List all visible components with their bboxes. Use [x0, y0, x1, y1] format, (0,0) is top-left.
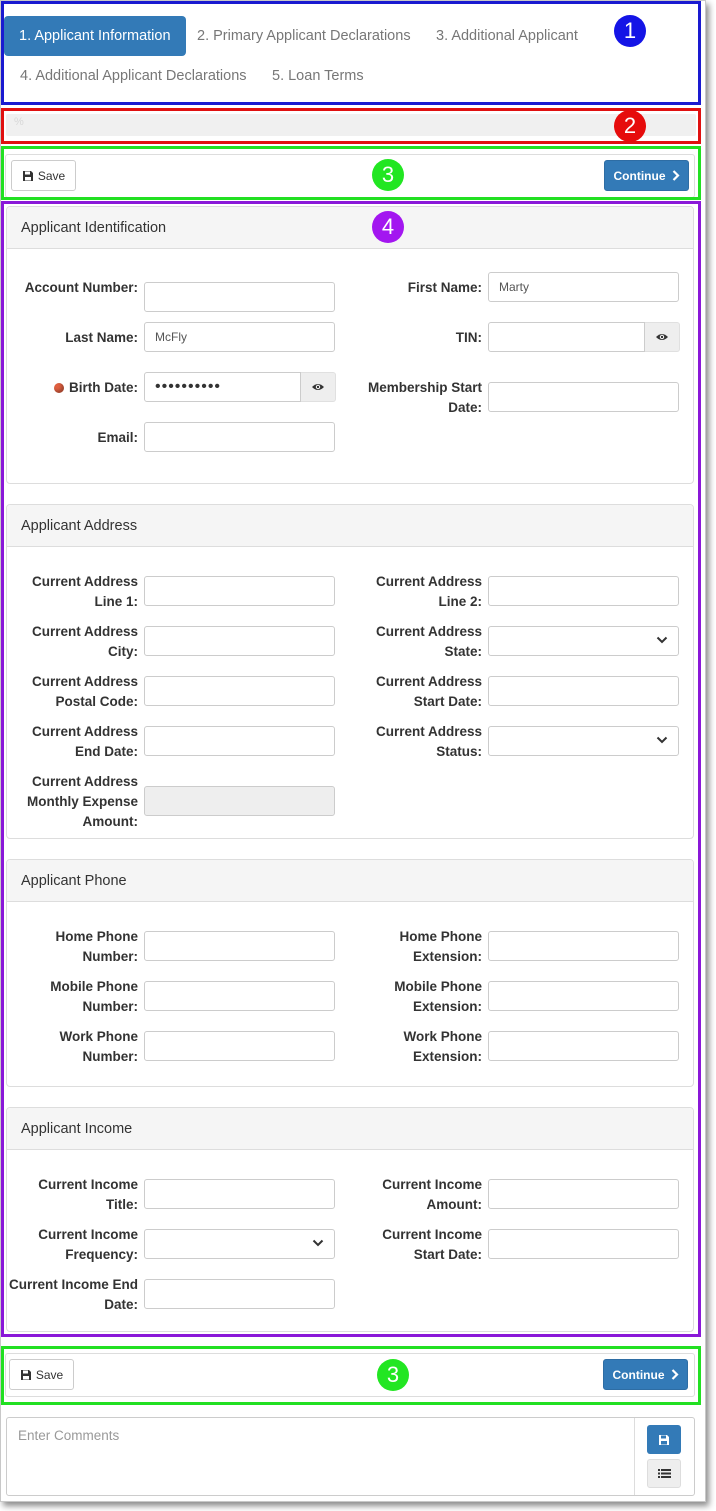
- comments-input[interactable]: Enter Comments: [18, 1428, 120, 1443]
- home-phone-number-label: Home Phone Number:: [55, 929, 138, 964]
- mobile-phone-number-label: Mobile Phone Number:: [50, 979, 138, 1014]
- income-start-date-label: Current Income Start Date:: [382, 1227, 482, 1262]
- progress-label: %: [14, 116, 24, 128]
- callout-number-3: 3: [372, 159, 404, 191]
- address-city-label: Current Address City:: [31, 624, 138, 659]
- tab-additional-applicant-declarations[interactable]: 4. Additional Applicant Declarations: [20, 68, 247, 84]
- callout-number-1: 1: [614, 15, 646, 47]
- tab-additional-applicant[interactable]: 3. Additional Applicant: [436, 28, 578, 44]
- first-name-field[interactable]: Marty: [488, 272, 679, 302]
- income-amount-label: Current Income Amount:: [382, 1177, 482, 1212]
- email-label: Email:: [97, 430, 138, 445]
- income-title-label: Current Income Title:: [38, 1177, 138, 1212]
- address-line1-label: Current Address Line 1:: [31, 574, 138, 609]
- comments-list-button[interactable]: [647, 1459, 681, 1488]
- birth-date-label-text: Birth Date:: [68, 380, 138, 395]
- save-label: Save: [35, 1367, 64, 1382]
- home-phone-extension-label: Home Phone Extension:: [399, 929, 482, 964]
- birth-date-masked-value: ••••••••••: [155, 378, 222, 395]
- tab-primary-applicant-declarations[interactable]: 2. Primary Applicant Declarations: [197, 28, 411, 44]
- tin-label: TIN:: [455, 330, 482, 345]
- callout-number-2: 2: [614, 110, 646, 142]
- floppy-disk-icon: [658, 1434, 670, 1446]
- callout-frame-3-bottom: [1, 1346, 701, 1405]
- continue-label: Continue: [612, 1367, 665, 1382]
- panel-heading: Applicant Income: [7, 1108, 693, 1150]
- comments-box[interactable]: [6, 1417, 695, 1496]
- save-comment-button[interactable]: [647, 1425, 681, 1454]
- callout-frame-3-top: [1, 146, 701, 200]
- address-postal-code-label: Current Address Postal Code:: [31, 674, 138, 709]
- tab-applicant-information[interactable]: 1. Applicant Information: [4, 16, 186, 56]
- panel-heading: Applicant Address: [7, 505, 693, 547]
- first-name-label: First Name:: [407, 280, 482, 295]
- account-number-label: Account Number:: [24, 280, 138, 295]
- mobile-phone-extension-label: Mobile Phone Extension:: [394, 979, 482, 1014]
- callout-frame-1: [1, 1, 701, 105]
- work-phone-extension-label: Work Phone Extension:: [403, 1029, 482, 1064]
- callout-frame-2: [1, 108, 701, 144]
- save-label: Save: [37, 168, 66, 183]
- address-line2-label: Current Address Line 2:: [375, 574, 482, 609]
- income-end-date-label: Current Income End Date:: [8, 1277, 138, 1312]
- address-start-date-label: Current Address Start Date:: [375, 674, 482, 709]
- tab-loan-terms[interactable]: 5. Loan Terms: [272, 68, 364, 84]
- panel-heading: Applicant Identification: [7, 207, 693, 249]
- membership-start-date-label: Membership Start Date:: [367, 380, 482, 415]
- list-icon: [658, 1468, 671, 1479]
- callout-frame-4: [1, 201, 701, 1337]
- comments-actions: [634, 1418, 694, 1495]
- callout-number-4: 4: [372, 211, 404, 243]
- address-monthly-expense-label: Current Address Monthly Expense Amount:: [26, 774, 138, 829]
- work-phone-number-label: Work Phone Number:: [59, 1029, 138, 1064]
- income-frequency-label: Current Income Frequency:: [38, 1227, 138, 1262]
- last-name-field[interactable]: McFly: [144, 322, 335, 352]
- panel-heading: Applicant Phone: [7, 860, 693, 902]
- address-state-label: Current Address State:: [375, 624, 482, 659]
- callout-number-3-bottom: 3: [377, 1359, 409, 1391]
- address-end-date-label: Current Address End Date:: [31, 724, 138, 759]
- last-name-label: Last Name:: [65, 330, 138, 345]
- continue-label: Continue: [613, 168, 666, 183]
- address-status-label: Current Address Status:: [375, 724, 482, 759]
